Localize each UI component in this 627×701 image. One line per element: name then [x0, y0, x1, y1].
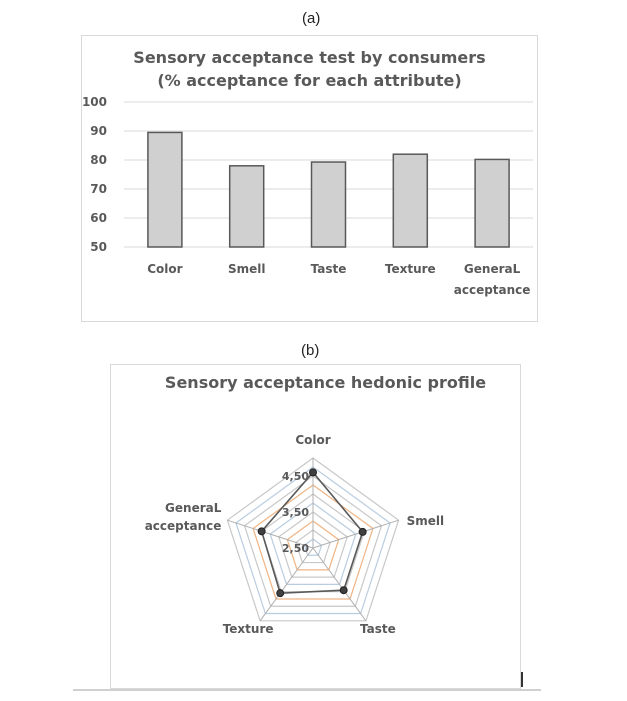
radar-chart-container: [110, 364, 521, 689]
bar-smell: [230, 166, 264, 247]
panel-label-b: (b): [301, 342, 320, 359]
x-tick-label: Texture: [384, 262, 436, 276]
bar-color: [148, 132, 182, 247]
radar-series-line: [262, 472, 363, 593]
radar-tick-label: 3,50: [281, 506, 309, 519]
radar-category-label: Texture: [222, 621, 274, 636]
radar-data-point: [359, 528, 366, 535]
y-tick-label: 50: [90, 240, 107, 254]
radar-category-label: Taste: [360, 621, 396, 636]
x-tick-label: GeneraL: [463, 262, 521, 276]
radar-chart-title: Sensory acceptance hedonic profile: [164, 373, 487, 392]
radar-category-label: Color: [295, 433, 331, 447]
radar-category-label: acceptance: [144, 519, 222, 534]
y-tick-label: 70: [90, 182, 107, 196]
radar-data-point: [310, 469, 317, 476]
radar-data-point: [277, 590, 284, 597]
radar-category-label: Smell: [406, 514, 445, 529]
bar-chart-plot: [82, 36, 537, 321]
radar-tick-label: 4,50: [281, 470, 309, 483]
y-tick-label: 80: [90, 153, 107, 167]
x-tick-label: Smell: [227, 262, 266, 276]
bar-texture: [393, 154, 427, 247]
y-tick-label: 90: [90, 124, 107, 138]
x-tick-label: acceptance: [453, 283, 531, 297]
radar-data-point: [340, 587, 347, 594]
radar-data-point: [258, 528, 265, 535]
bar-chart-container: [81, 35, 538, 322]
text-cursor: [521, 672, 523, 687]
y-tick-label: 60: [90, 211, 107, 225]
radar-category-label: GeneraL: [165, 501, 222, 516]
panel-label-a: (a): [302, 10, 321, 27]
bar-general-acceptance: [475, 159, 509, 247]
page-divider: [73, 689, 541, 691]
bar-chart-title-line-1: Sensory acceptance test by consumers: [133, 48, 486, 67]
bar-chart-title-line-2: (% acceptance for each attribute): [157, 71, 462, 90]
y-tick-label: 100: [82, 95, 107, 109]
bar-taste: [312, 162, 346, 247]
radar-chart-plot: [111, 365, 520, 688]
x-tick-label: Color: [147, 262, 183, 276]
x-tick-label: Taste: [310, 262, 347, 276]
radar-tick-label: 2,50: [281, 542, 309, 555]
